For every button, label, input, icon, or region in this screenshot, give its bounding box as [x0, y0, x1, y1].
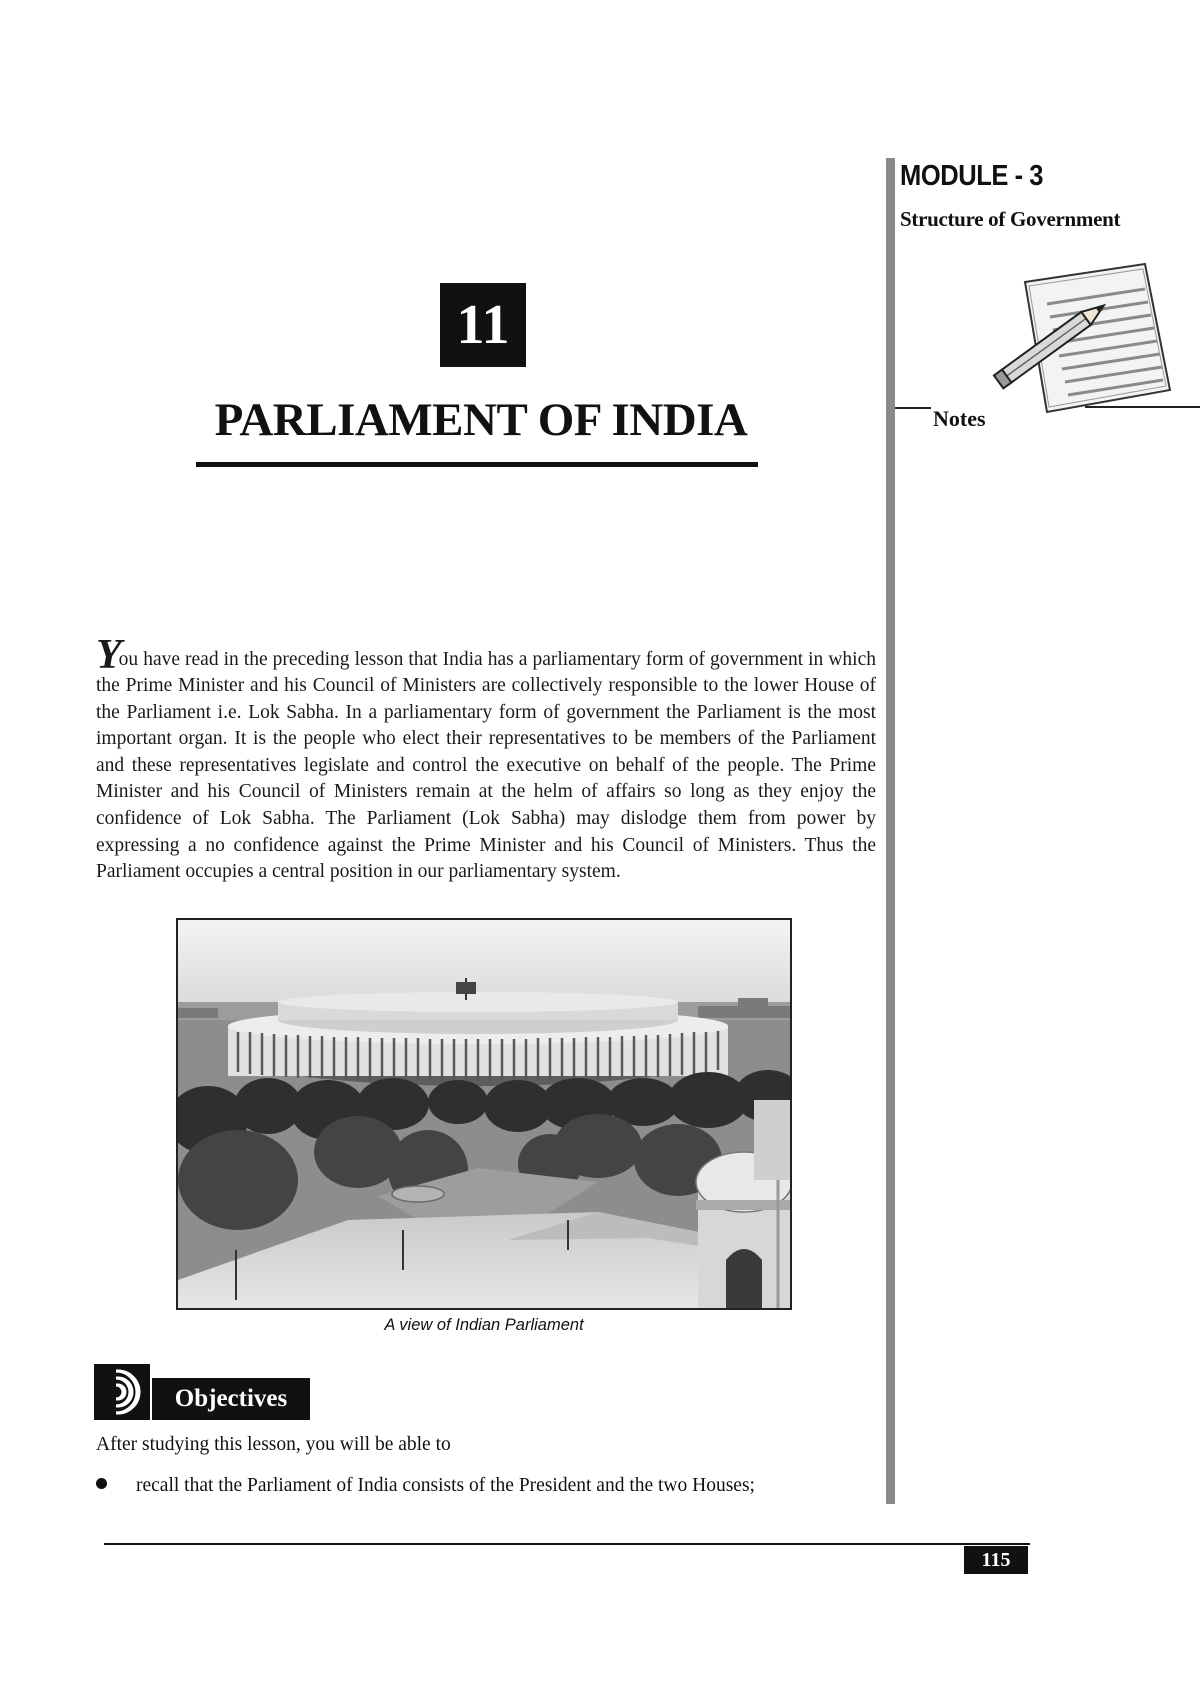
objective-item [96, 1475, 866, 1497]
intro-paragraph [96, 631, 876, 886]
objectives-heading: Objectives [152, 1378, 310, 1420]
chapter-title: PARLIAMENT OF INDIA [214, 394, 748, 446]
objectives-lead: After studying this lesson, you will be able to [96, 1434, 451, 1455]
objectives-target-icon [94, 1364, 150, 1420]
parliament-photo [176, 918, 792, 1310]
notes-rule-left [895, 407, 931, 409]
margin-rule [886, 158, 895, 1504]
photo-caption: A view of Indian Parliament [384, 1316, 584, 1334]
intro-text: ou have read in the preceding lesson that India has a parliamentary form of government in which the Prime Minister and his Council of Ministers are collectively responsible to the lower House of the Parliament i.e. Lok Sabha. In a parliamentary form of government the Parliament is the most important organ. It is the people who elect their representatives to be members of the Parliament and these representatives legislate and control the executive on behalf of the people. The Prime Minister and his Council of Ministers remain at the helm of affairs so long as they enjoy the confidence of Lok Sabha. The Parliament (Lok Sabha) may dislodge them from power by expressing a no confidence against the Prime Minister and his Council of Ministers. Thus the Parliament occupies a central position in our parliamentary system. [96, 648, 876, 883]
module-title: MODULE - 3 [900, 160, 1044, 192]
footer-rule [104, 1543, 1030, 1545]
title-underline [196, 462, 758, 467]
notes-label: Notes [933, 406, 986, 431]
notes-pencil-icon [985, 262, 1195, 417]
module-subtitle: Structure of Government [900, 207, 1121, 231]
chapter-number: 11 [440, 283, 526, 367]
bullet-icon [96, 1478, 107, 1489]
notes-rule-right [1085, 406, 1200, 408]
drop-cap: Y [96, 631, 122, 678]
objective-item-text: recall that the Parliament of India consists of the President and the two Houses; [136, 1475, 755, 1496]
page-number: 115 [964, 1546, 1028, 1574]
